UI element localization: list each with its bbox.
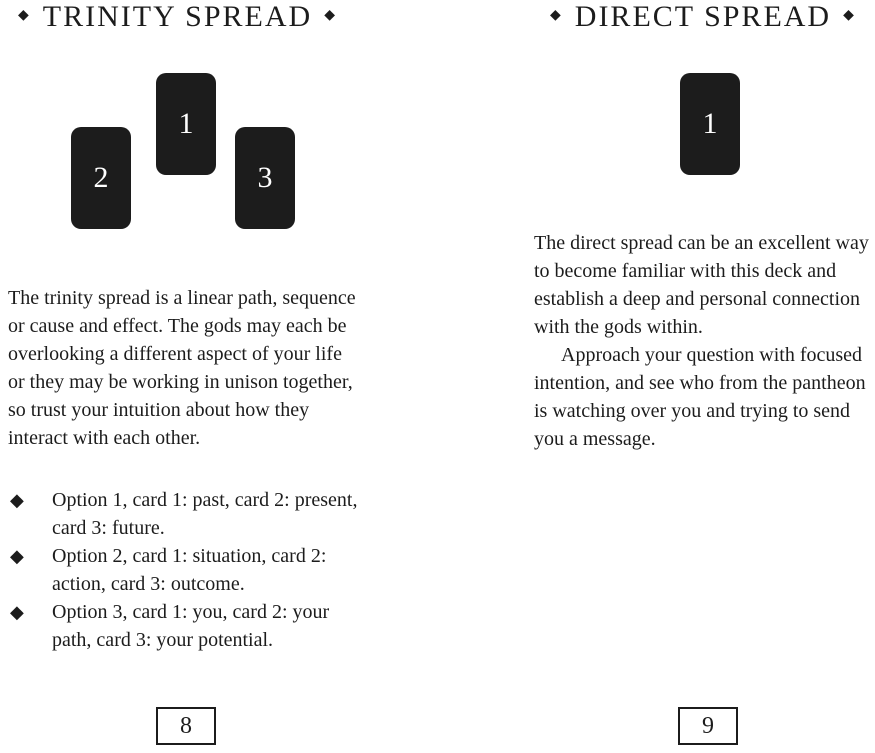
- diamond-bullet-icon: ◆: [10, 602, 24, 622]
- option-text: Option 3, card 1: you, card 2: your path, card 3: your potential.: [52, 601, 330, 651]
- option-item-2: [8, 542, 368, 598]
- trinity-description: The trinity spread is a linear path, sequence or cause and effect. The gods may each be overlooking a different aspect of your life or they may be working in unison together, so trust your intuition about how they interact with each other.: [8, 287, 356, 449]
- option-text: Option 1, card 1: past, card 2: present, card 3: future.: [52, 489, 358, 539]
- diamond-bullet-icon: ◆: [10, 546, 24, 566]
- tarot-card-1: [680, 73, 740, 175]
- title-text: DIRECT SPREAD: [574, 0, 832, 33]
- direct-instructions: Approach your question with focused intention, and see who from the pantheon is watching over you and trying to send you a message.: [534, 344, 866, 450]
- tarot-card-2: [71, 127, 131, 229]
- option-item-1: [8, 486, 368, 542]
- option-text: Option 2, card 1: situation, card 2: action, card 3: outcome.: [52, 545, 327, 595]
- option-item-3: [8, 598, 368, 654]
- diamond-bullet-icon: ◆: [10, 490, 24, 510]
- card-number: 1: [702, 107, 718, 140]
- spread-options-list: [8, 486, 368, 654]
- diamond-ornament-icon: ◆: [843, 8, 856, 24]
- diamond-ornament-icon: ◆: [550, 8, 563, 24]
- page-number-8: 8: [156, 707, 216, 745]
- right-page: [438, 0, 875, 753]
- direct-description: The direct spread can be an excellent way to become familiar with this deck and establish a deep and personal connection with the gods within.: [534, 232, 869, 338]
- title-text: TRINITY SPREAD: [42, 0, 313, 33]
- card-number: 2: [93, 161, 109, 194]
- diamond-ornament-icon: ◆: [324, 8, 337, 24]
- card-number: 3: [257, 161, 273, 194]
- card-number: 1: [178, 107, 194, 140]
- tarot-card-3: [235, 127, 295, 229]
- direct-spread-title: [550, 0, 856, 36]
- tarot-card-1: [156, 73, 216, 175]
- trinity-spread-title: [18, 0, 337, 36]
- diamond-ornament-icon: ◆: [18, 8, 31, 24]
- page-number-9: 9: [678, 707, 738, 745]
